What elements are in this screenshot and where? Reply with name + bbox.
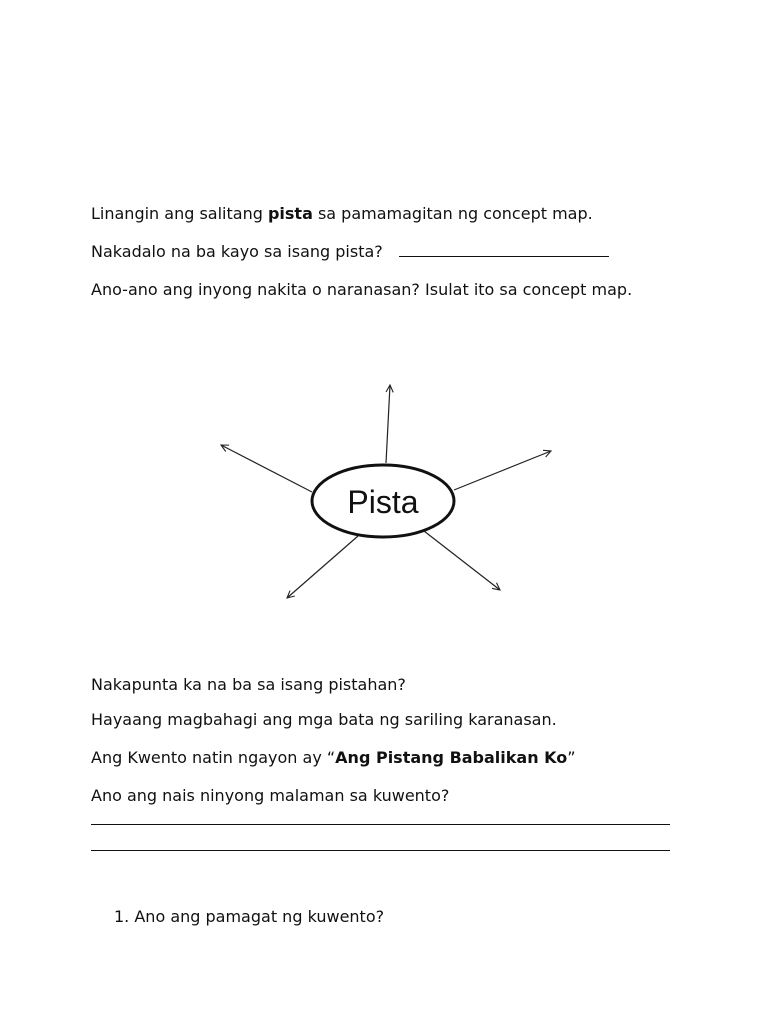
instruction-text-post: sa pamamagitan ng concept map. bbox=[312, 204, 593, 223]
answer-line-2[interactable] bbox=[91, 850, 670, 851]
keyword-pista: pista bbox=[267, 204, 313, 223]
instruction-concept-map bbox=[91, 204, 593, 224]
story-title: Ang Pistang Babalikan Ko bbox=[335, 748, 568, 767]
instruction-write-concept-map: Ano-ano ang inyong nakita o naranasan? Isulat ito sa concept map. bbox=[91, 280, 633, 299]
question-pistahan: Nakapunta ka na ba sa isang pistahan? bbox=[91, 675, 406, 694]
arrow-up bbox=[386, 385, 390, 463]
numbered-question bbox=[114, 907, 384, 927]
arrow-lower-right bbox=[424, 531, 500, 590]
arrow-lower-left bbox=[287, 536, 358, 598]
question-number: 1. bbox=[114, 907, 130, 926]
question-want-to-know: Ano ang nais ninyong malaman sa kuwento? bbox=[91, 786, 450, 805]
instruction-text-pre: Linangin ang salitang bbox=[91, 204, 268, 223]
instruction-share-experience: Hayaang magbahagi ang mga bata ng sariling karanasan. bbox=[91, 710, 557, 729]
story-announcement bbox=[91, 748, 576, 768]
center-node-label: Pista bbox=[347, 484, 419, 520]
question-text: Ano ang pamagat ng kuwento? bbox=[134, 907, 385, 926]
concept-map bbox=[0, 370, 768, 610]
story-text-pre: Ang Kwento natin ngayon ay “ bbox=[91, 748, 336, 767]
story-text-post: ” bbox=[567, 748, 576, 767]
question-attended-fiesta bbox=[91, 242, 609, 262]
arrow-upper-right bbox=[454, 451, 551, 490]
arrow-upper-left bbox=[221, 445, 312, 492]
answer-line-1[interactable] bbox=[91, 824, 670, 825]
answer-blank[interactable] bbox=[399, 242, 609, 257]
question-text: Nakadalo na ba kayo sa isang pista? bbox=[91, 242, 383, 261]
